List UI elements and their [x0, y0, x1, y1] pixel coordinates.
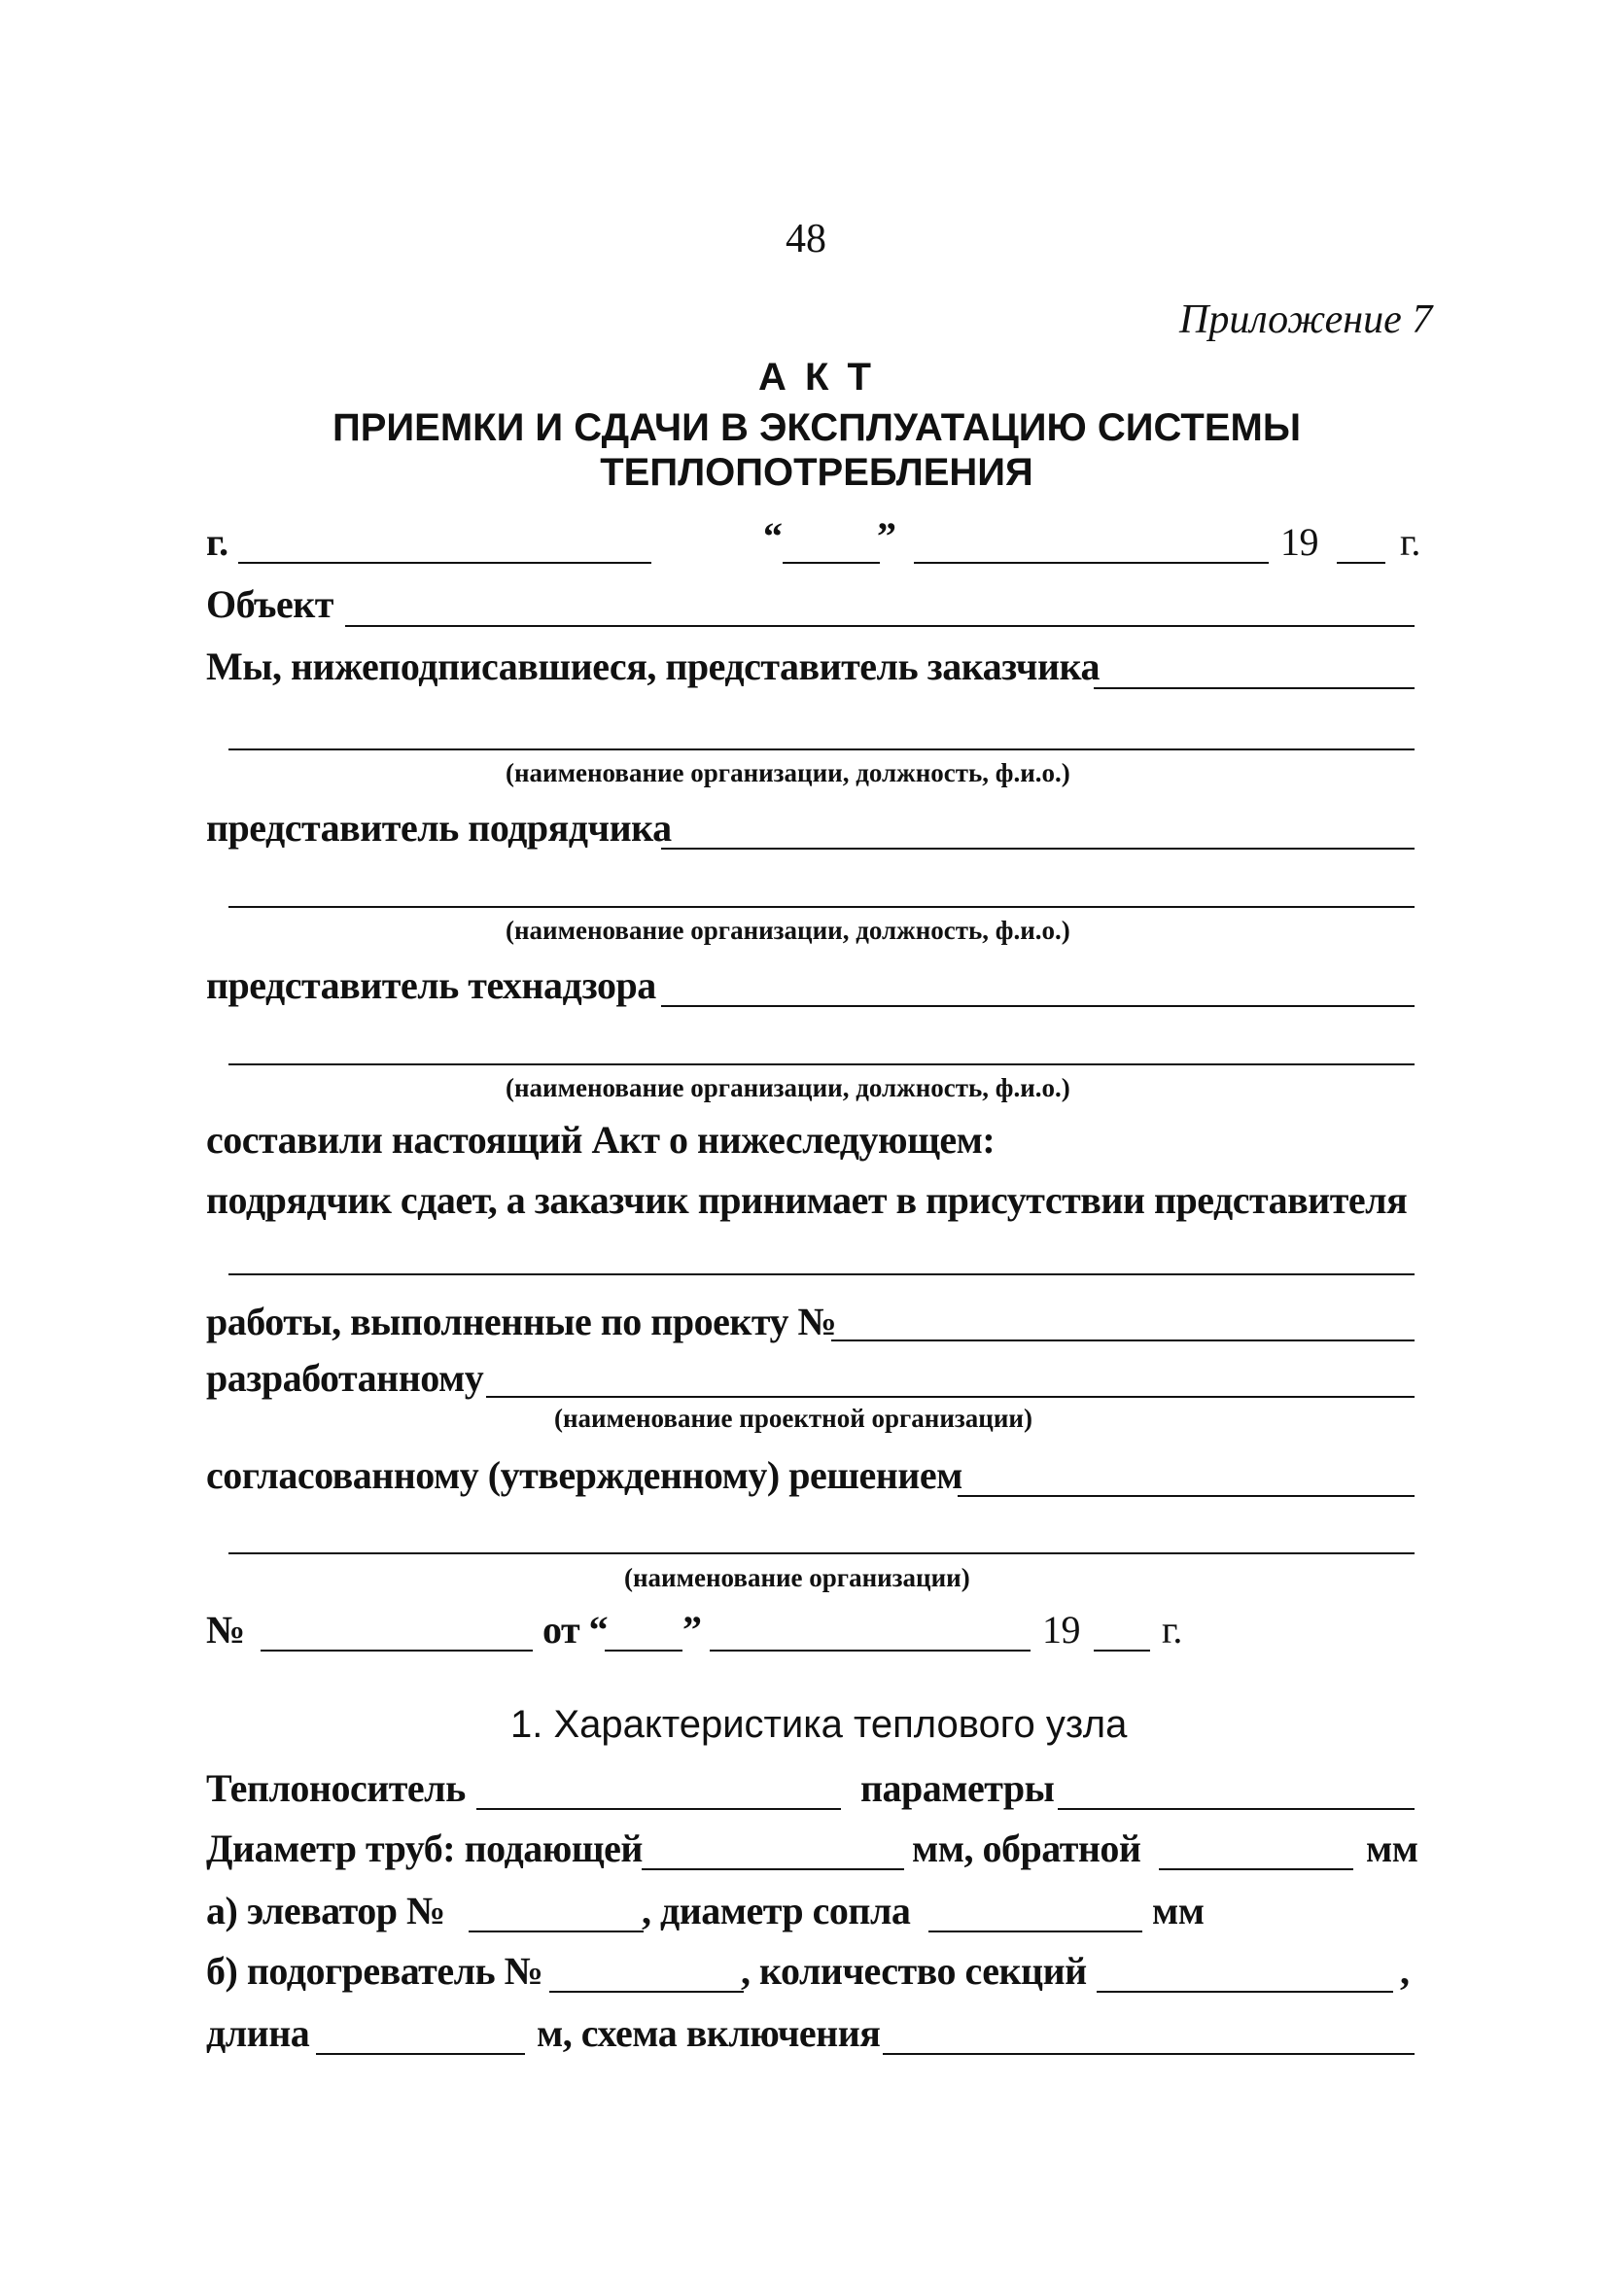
contractor-hands-text: подрядчик сдает, а заказчик принимает в присутствии представителя: [206, 1178, 1408, 1222]
year-suffix: г.: [1400, 520, 1420, 564]
heat-carrier-field[interactable]: [476, 1808, 841, 1810]
decision-number-field[interactable]: [261, 1650, 533, 1652]
mm-return-label: мм, обратной: [912, 1826, 1141, 1870]
month-field[interactable]: [914, 562, 1269, 564]
mm-label: мм: [1366, 1826, 1418, 1870]
design-org-caption: (наименование проектной организации): [554, 1404, 1032, 1433]
supervision-caption: (наименование организации, должность, ф.и.о.): [506, 1073, 1070, 1102]
supply-diameter-field[interactable]: [642, 1868, 904, 1870]
supervision-field[interactable]: [661, 1005, 1415, 1007]
customer-caption: (наименование организации, должность, ф.и.о.): [506, 758, 1070, 787]
scheme-label: м, схема включения: [537, 2011, 881, 2055]
act-title: А К Т: [758, 356, 875, 399]
contractor-label: представитель подрядчика: [206, 806, 672, 850]
act-subtitle-line1: ПРИЕМКИ И СДАЧИ В ЭКСПЛУАТАЦИЮ СИСТЕМЫ: [332, 406, 1302, 449]
nozzle-label: , диаметр сопла: [642, 1889, 911, 1932]
year-field[interactable]: [1337, 562, 1385, 564]
day-field[interactable]: [783, 562, 880, 564]
approved-field[interactable]: [958, 1495, 1415, 1497]
decision-year-field[interactable]: [1094, 1650, 1150, 1652]
project-number-field[interactable]: [831, 1339, 1415, 1341]
developed-label: разработанному: [206, 1356, 484, 1400]
works-label: работы, выполненные по проекту №: [206, 1300, 837, 1343]
length-field[interactable]: [316, 2053, 525, 2055]
date-quote-close: ”: [877, 514, 896, 558]
supervision-label: представитель технадзора: [206, 963, 656, 1007]
contractor-field-line2[interactable]: [228, 906, 1415, 908]
date-quote-open: “: [763, 514, 783, 558]
approved-field-line2[interactable]: [228, 1552, 1415, 1554]
from-quote-close: ”: [682, 1608, 702, 1652]
sections-count-field[interactable]: [1097, 1991, 1393, 1993]
section-1-title: 1. Характеристика теплового узла: [510, 1703, 1128, 1746]
nozzle-mm-label: мм: [1152, 1889, 1205, 1932]
decision-month-field[interactable]: [710, 1650, 1031, 1652]
nozzle-diameter-field[interactable]: [928, 1931, 1142, 1932]
city-field[interactable]: [238, 562, 651, 564]
act-subtitle-line2: ТЕПЛОПОТРЕБЛЕНИЯ: [600, 451, 1033, 494]
org-name-caption: (наименование организации): [624, 1563, 970, 1592]
appendix-label: Приложение 7: [1179, 297, 1433, 342]
from-label: от “: [542, 1608, 609, 1652]
representative-field[interactable]: [228, 1273, 1415, 1275]
heater-label: б) подогреватель №: [206, 1949, 543, 1993]
page-number: 48: [786, 217, 826, 261]
customer-label: Мы, нижеподписавшиеся, представитель заказчика: [206, 644, 1100, 688]
heat-carrier-label: Теплоноситель: [206, 1766, 466, 1810]
customer-field-line2[interactable]: [228, 748, 1415, 750]
design-org-field[interactable]: [486, 1396, 1415, 1398]
decision-year-suffix: г.: [1162, 1608, 1182, 1652]
sections-comma: ,: [1400, 1949, 1410, 1993]
pipe-diameter-label: Диаметр труб: подающей: [206, 1826, 643, 1870]
elevator-number-field[interactable]: [469, 1931, 644, 1932]
year-prefix: 19: [1280, 520, 1318, 564]
contractor-caption: (наименование организации, должность, ф.и.о.): [506, 916, 1070, 945]
decision-year-prefix: 19: [1042, 1608, 1080, 1652]
parameters-label: параметры: [860, 1766, 1055, 1810]
parameters-field[interactable]: [1058, 1808, 1415, 1810]
object-label: Объект: [206, 582, 333, 626]
contractor-field[interactable]: [661, 848, 1415, 850]
connection-scheme-field[interactable]: [883, 2053, 1415, 2055]
decision-day-field[interactable]: [605, 1650, 682, 1652]
approved-label: согласованному (утвержденному) решением: [206, 1453, 962, 1497]
return-diameter-field[interactable]: [1159, 1868, 1353, 1870]
supervision-field-line2[interactable]: [228, 1063, 1415, 1065]
object-field[interactable]: [345, 625, 1415, 627]
compiled-text: составили настоящий Акт о нижеследующем:: [206, 1118, 996, 1162]
number-label: №: [206, 1608, 245, 1652]
city-label: г.: [206, 520, 228, 564]
elevator-label: а) элеватор №: [206, 1889, 445, 1932]
sections-label: , количество секций: [741, 1949, 1087, 1993]
length-label: длина: [206, 2011, 310, 2055]
heater-number-field[interactable]: [549, 1991, 744, 1993]
customer-field[interactable]: [1094, 687, 1415, 689]
